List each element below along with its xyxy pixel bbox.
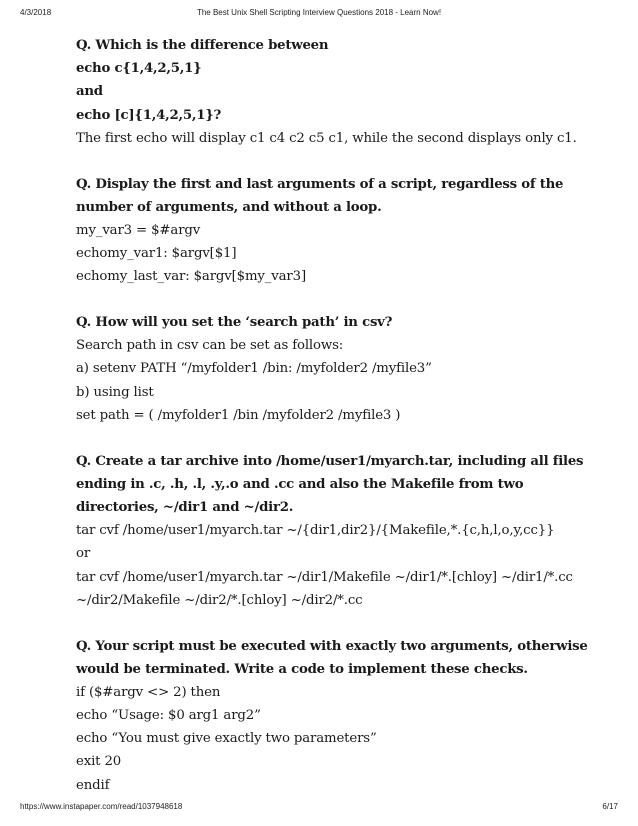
answer-line: or bbox=[76, 546, 91, 562]
answer-line: echo “You must give exactly two parameters” bbox=[76, 731, 377, 747]
answer-line: my_var3 = $#argv bbox=[76, 222, 201, 238]
question-line: Q. Display the first and last arguments of a script, regardless of the bbox=[76, 176, 564, 192]
answer-line: echomy_last_var: $argv[$my_var3] bbox=[76, 269, 306, 285]
print-title: The Best Unix Shell Scripting Interview Questions 2018 - Learn Now! bbox=[196, 7, 442, 17]
answer-line: if ($#argv <> 2) then bbox=[76, 684, 221, 700]
qa-section-1 bbox=[76, 34, 596, 150]
qa-section-5 bbox=[76, 635, 596, 797]
question-line: ending in .c, .h, .l, .y,.o and .cc and also the Makefile from two bbox=[76, 476, 524, 492]
answer-line: The first echo will display c1 c4 c2 c5 c1, while the second displays only c1. bbox=[76, 130, 577, 146]
question-line: Q. Which is the difference between bbox=[76, 38, 329, 53]
answer-line: endif bbox=[76, 777, 110, 793]
question-line: number of arguments, and without a loop. bbox=[76, 199, 382, 215]
answer-line: tar cvf /home/user1/myarch.tar ~/dir1/Makefile ~/dir1/*.[chloy] ~/dir1/*.cc bbox=[76, 569, 573, 585]
section-spacer bbox=[76, 427, 596, 450]
qa-section-3 bbox=[76, 311, 596, 427]
answer-line: Search path in csv can be set as follows: bbox=[76, 338, 344, 354]
qa-section-4 bbox=[76, 450, 596, 612]
answer-line: ~/dir2/Makefile ~/dir2/*.[chloy] ~/dir2/*.cc bbox=[76, 592, 363, 608]
page-number: 6/17 bbox=[602, 801, 618, 811]
answer-line: set path = ( /myfolder1 /bin /myfolder2 /myfile3 ) bbox=[76, 407, 401, 423]
print-header bbox=[20, 6, 618, 18]
question-line: and bbox=[76, 84, 103, 100]
question-line: Q. Create a tar archive into /home/user1/myarch.tar, including all files bbox=[76, 453, 584, 469]
question-line: directories, ~/dir1 and ~/dir2. bbox=[76, 499, 294, 515]
qa-section-2 bbox=[76, 173, 596, 289]
section-spacer bbox=[76, 150, 596, 173]
print-url: https://www.instapaper.com/read/1037948618 bbox=[20, 801, 183, 811]
question-line: Q. How will you set the ‘search path’ in csv? bbox=[76, 315, 393, 331]
print-date: 4/3/2018 bbox=[20, 7, 52, 17]
question-line: would be terminated. Write a code to implement these checks. bbox=[76, 661, 528, 677]
question-line: echo c{1,4,2,5,1} bbox=[76, 61, 202, 77]
question-line: Q. Your script must be executed with exactly two arguments, otherwise bbox=[76, 638, 588, 654]
answer-line: tar cvf /home/user1/myarch.tar ~/{dir1,dir2}/{Makefile,*.{c,h,l,o,y,cc}} bbox=[76, 523, 555, 539]
answer-line: echo “Usage: $0 arg1 arg2” bbox=[76, 708, 261, 724]
question-line: echo [c]{1,4,2,5,1}? bbox=[76, 107, 222, 123]
article-content bbox=[76, 34, 596, 797]
answer-line: exit 20 bbox=[76, 754, 122, 770]
section-spacer bbox=[76, 288, 596, 311]
print-footer bbox=[20, 800, 618, 812]
answer-line: echomy_var1: $argv[$1] bbox=[76, 246, 237, 262]
answer-line: b) using list bbox=[76, 384, 154, 400]
answer-line: a) setenv PATH “/myfolder1 /bin: /myfolder2 /myfile3” bbox=[76, 361, 432, 377]
section-spacer bbox=[76, 612, 596, 635]
